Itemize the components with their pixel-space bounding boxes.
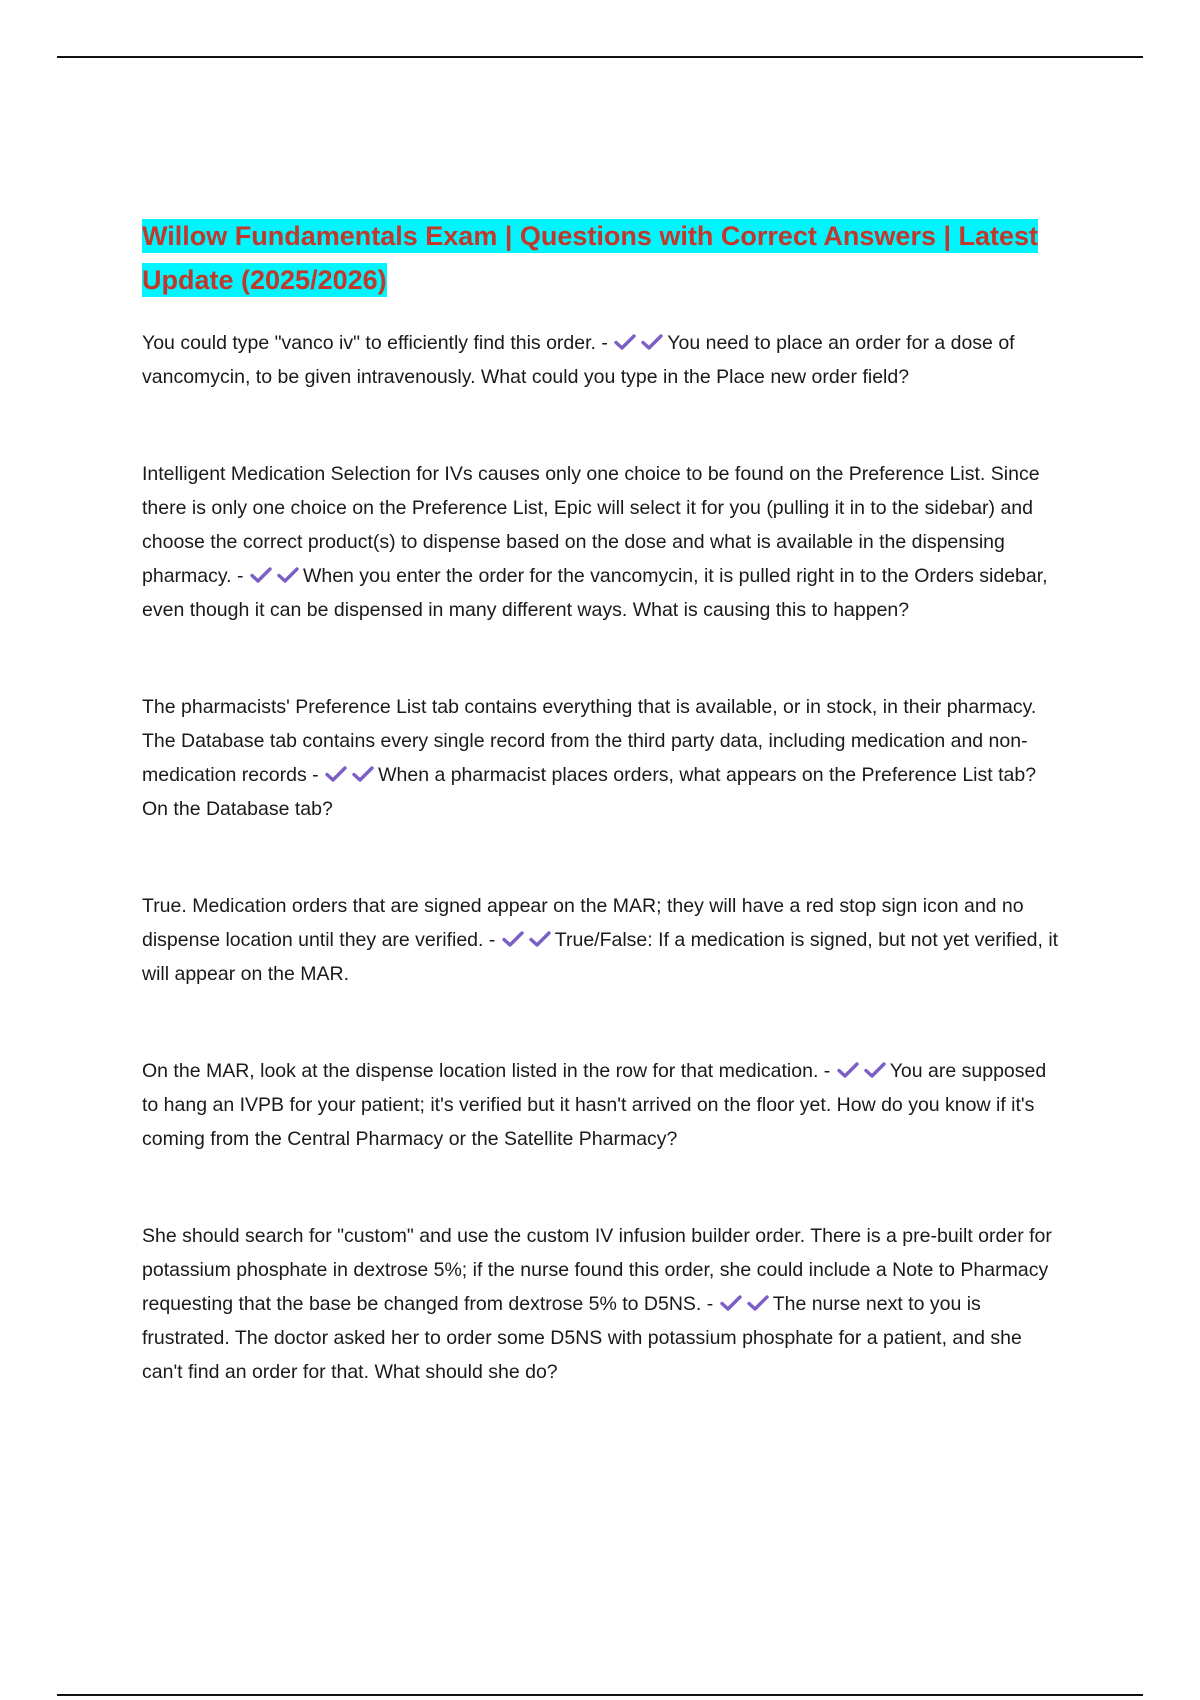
answer-text: The pharmacists' Preference List tab contains everything that is available, or in stock, in their pharmacy. The Database tab contains every single record from the third party data, including medication and non-medication records	[142, 696, 1037, 786]
answer-text: She should search for "custom" and use the custom IV infusion builder order. There is a pre-built order for potassium phosphate in dextrose 5%; if the nurse found this order, she could include a Note to Pharmacy requesting that the base be changed from dextrose 5% to D5NS.	[142, 1225, 1052, 1315]
separator: -	[231, 565, 249, 587]
qa-item	[142, 1054, 1062, 1156]
qa-item	[142, 326, 1062, 394]
top-rule	[57, 56, 1143, 58]
check-icon	[351, 765, 378, 783]
separator: -	[306, 764, 325, 786]
answer-text: On the MAR, look at the dispense location listed in the row for that medication.	[142, 1060, 819, 1082]
check-icon	[719, 1294, 746, 1312]
qa-item	[142, 457, 1062, 627]
qa-item	[142, 1219, 1062, 1389]
answer-text: Intelligent Medication Selection for IVs causes only one choice to be found on the Preference List. Since there is only one choice on the Preference List, Epic will select it for you (pulling it in to the sidebar) and choose the correct product(s) to dispense based on the dose and what is available in the dispensing pharmacy.	[142, 463, 1040, 587]
question-text: The nurse next to you is frustrated. The doctor asked her to order some D5NS with potassium phosphate for a patient, and she can't find an order for that. What should she do?	[142, 1293, 1022, 1383]
check-icon	[276, 566, 303, 584]
separator: -	[818, 1060, 836, 1082]
bottom-rule	[57, 1694, 1143, 1696]
question-text: When a pharmacist places orders, what appears on the Preference List tab? On the Database tab?	[142, 764, 1037, 820]
check-icon	[863, 1061, 890, 1079]
check-icon	[528, 930, 555, 948]
check-icon	[324, 765, 351, 783]
check-icon	[613, 333, 640, 351]
qa-item	[142, 690, 1062, 826]
question-text: When you enter the order for the vancomycin, it is pulled right in to the Orders sidebar, even though it can be dispensed in many different ways. What is causing this to happen?	[142, 565, 1048, 621]
page-title: Willow Fundamentals Exam | Questions with Correct Answers | Latest Update (2025/2026)	[142, 221, 1039, 295]
document-body	[142, 214, 1062, 1389]
qa-list	[142, 326, 1062, 1389]
answer-text: You could type "vanco iv" to efficiently find this order.	[142, 332, 596, 354]
question-text: True/False: If a medication is signed, but not yet verified, it will appear on the MAR.	[142, 929, 1059, 985]
check-icon	[640, 333, 667, 351]
separator: -	[595, 332, 614, 354]
check-icon	[746, 1294, 773, 1312]
separator: -	[483, 929, 501, 951]
answer-text: True. Medication orders that are signed appear on the MAR; they will have a red stop sign icon and no dispense location until they are verified.	[142, 895, 1024, 951]
separator: -	[701, 1293, 719, 1315]
qa-item	[142, 889, 1062, 991]
question-text: You are supposed to hang an IVPB for your patient; it's verified but it hasn't arrived on the floor yet. How do you know if it's coming from the Central Pharmacy or the Satellite Pharmacy?	[142, 1060, 1047, 1150]
question-text: You need to place an order for a dose of vancomycin, to be given intravenously. What could you type in the Place new order field?	[142, 332, 1015, 388]
check-icon	[501, 930, 528, 948]
check-icon	[249, 566, 276, 584]
check-icon	[836, 1061, 863, 1079]
